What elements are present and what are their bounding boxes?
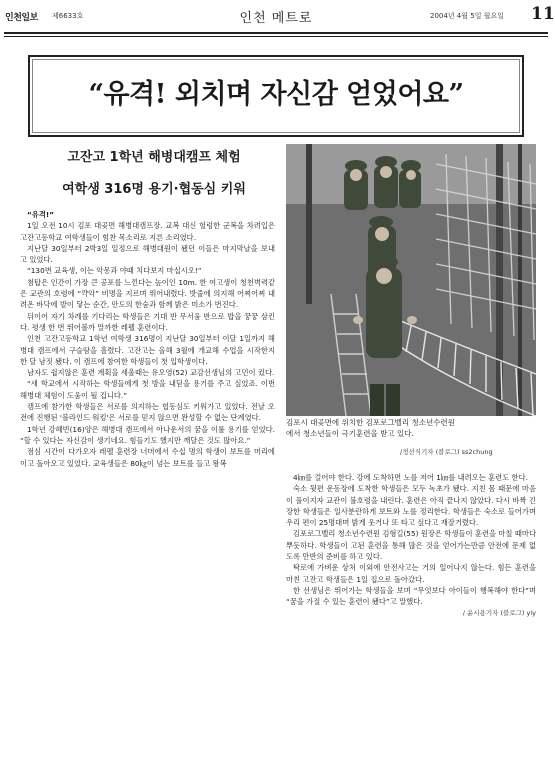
page-number: 11: [531, 4, 555, 24]
paragraph: “130번 교육생, 이는 악몽과 야때 치다보지 마십시오!”: [27, 266, 202, 276]
paper-name: 인천일보: [5, 13, 38, 23]
section-title: 인천 메트로: [239, 11, 313, 26]
subhead-2: 여학생 316명 용기·협동심 키워: [62, 182, 246, 197]
paragraph: 한 선생님은 뛰어가는 학생들을 보며 “무엇보다 아이들이 행복해야 한다”며 “꿈을 가질 수 있는 훈련이 됐다”고 말했다.: [286, 585, 536, 607]
issue-date: 2004년 4월 5일 월요일: [430, 12, 504, 20]
paragraph: 지난달 30일부터 2박3일 일정으로 해병대원이 됐던 이들은 마지막날을 보내고 있었다.: [20, 243, 275, 265]
header-rule-thin: [4, 36, 548, 37]
paragraph: 첨탑은 인간이 가장 큰 공포를 느낀다는 높이인 10m. 한 여고생이 청천벽력같은 교관의 호령에 “꺅악” 비명을 지르며 뛰어내렸다. 밧줄에 의지해 어찌어찌 내려온 바닥에 발이 닿는 순간, 안도의 한숨과 함께 밝은 미소가 번진다.: [20, 277, 275, 310]
article-body-left: [20, 209, 275, 469]
byline: / 윤시용기자 (블로그) yiy: [462, 608, 536, 617]
header-rule: [4, 32, 548, 34]
photo-caption-line-1: 김포시 대곶면에 위치한 김포로그벨리 청소년수련원: [286, 418, 455, 427]
issue-number: 제6633호: [52, 12, 84, 20]
article-body-right: [286, 472, 536, 619]
paragraph: 인천 고잔고등학교 1학년 여학생 316명이 지난달 30일부터 이달 1일까지 해병대 캠프에서 구슬땀을 흘렸다. 고잔고는 올해 3월에 개교해 수업을 시작한지 한 달 남짓 됐다. 이 캠프에 참여한 학생들이 첫 입학생이다.: [20, 334, 275, 366]
paragraph: “새 학교에서 시작하는 학생들에게 첫 방을 내딛을 용기를 주고 싶었죠. 이번 해병대 체험이 도움이 될 겁니다.”: [20, 379, 275, 400]
paragraph: 뒤이어 자기 차례를 기다리는 학생들은 기대 반 무서움 반으로 밥을 꿍꿍 삼킨다. 평생 한 번 뛰어볼까 말까한 레펠 훈련이다.: [20, 311, 275, 332]
paragraph: 탁로에 가벼운 상처 이외에 안전사고는 거의 일어나지 않는다. 힘든 훈련을 마친 고잔고 학생들은 1일 집으로 돌아갔다.: [286, 563, 536, 584]
article-photo: [286, 144, 536, 416]
paragraph: 1학년 강혜빈(16)양은 해병대 캠프에서 아나운서의 꿈을 이룰 용기를 얻었다. “할 수 있다는 자신감이 생기네요. 힘들기도 했지만 깨달은 것도 많아요.”: [20, 424, 275, 445]
paragraph: 점심 시간이 다가오자 레펠 훈련장 너머에서 수십 명의 학생이 보트를 머리에 이고 돌아오고 있었다. 교육생들은 80㎏이 넘는 보트를 들고 왕복: [20, 447, 275, 468]
paragraph: 김포로그벨리 청소년수련원 김형길(55) 원장은 학생들이 훈련을 마칠 때마다 뿌듯하다. 학생들이 고된 훈련을 통해 많은 것을 얻어가는만큼 안전에 문제 없도록 만반의 준비를 하고 있다.: [286, 529, 536, 562]
paragraph: 1일 오전 10시 김포 대곶면 해병대캠프장. 교복 대신 헐렁한 군복을 차려입은 고잔고등학교 여학생들이 힘찬 목소리로 지른 소리였다.: [20, 221, 275, 242]
subhead-1: 고잔고 1학년 해병대캠프 체험: [67, 150, 241, 165]
paragraph: 숙소 뒷편 운동장에 도착한 학생들은 모두 녹초가 됐다. 지친 몸 때문에 마음이 풀이지자 교관이 불호령을 내린다. 훈련은 아직 끝나지 않았다. 다시 바짝 긴장한 학생들은 일사분란하게 보트와 노를 정리한다. 학생들은 숙소로 들어가며 우리 편이 25명대며 밝게 웃거나 또 타고 싶다고 재잘거렸다.: [286, 484, 536, 528]
photo-caption-line-2: 에서 청소년들이 극기훈련을 받고 있다.: [286, 429, 414, 438]
training-photo-illustration: [286, 144, 536, 416]
headline: “유격! 외치며 자신감 얻었어요”: [88, 79, 464, 110]
paragraph: 남자도 쉽지않은 훈련 계획을 세울때는 유오영(52) 교감선생님의 고민이 컸다.: [27, 368, 275, 378]
paragraph: “유격!”: [27, 210, 55, 219]
photo-credit: /정선식기자 (블로그) ss2chung: [400, 448, 493, 456]
headline-box: [28, 55, 524, 137]
paragraph: 캠프에 참가한 학생들은 서로를 의지하는 협동심도 키워가고 있었다. 전날 오전에 진행된 '블라인드 워킹'은 서로를 믿지 않으면 완성할 수 없는 단계였다.: [20, 402, 275, 423]
paragraph: 4㎞를 걸어야 한다. 강에 도착하면 노를 저어 1㎞를 내려오는 훈련도 한다.: [293, 473, 528, 482]
